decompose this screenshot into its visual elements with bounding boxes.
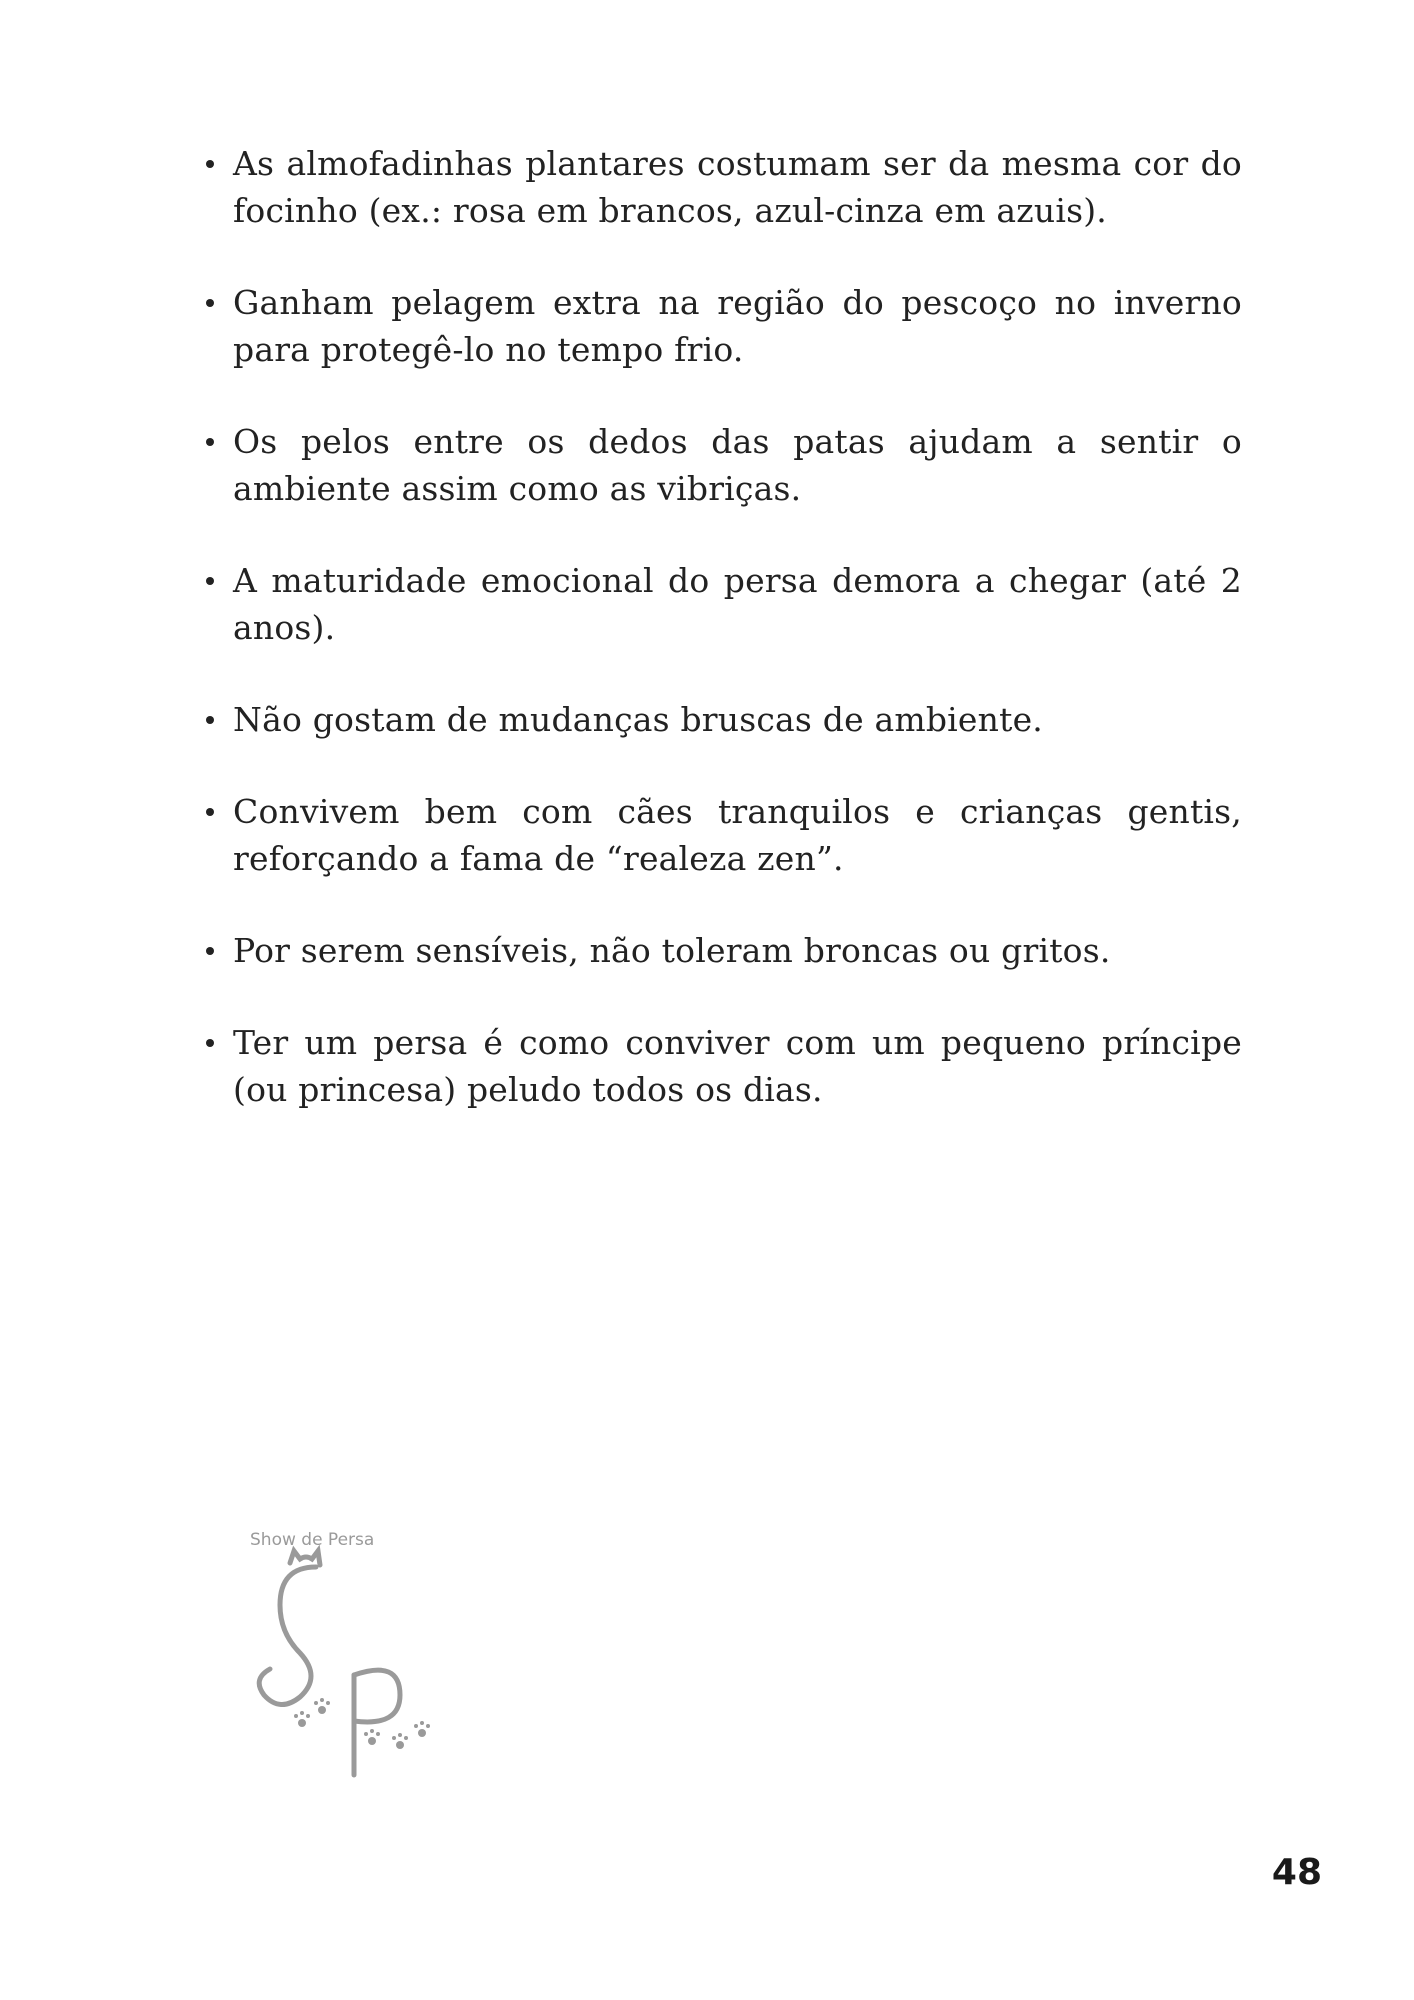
list-item-text: A maturidade emocional do persa demora a chegar (até 2 anos). — [233, 561, 1242, 647]
cat-sp-logo-icon — [250, 1530, 470, 1785]
list-item-text: Convivem bem com cães tranquilos e crianças gentis, reforçando a fama de “realeza zen”. — [233, 792, 1242, 878]
list-item — [200, 279, 1242, 373]
bullet-icon — [206, 716, 214, 724]
bullet-icon — [206, 299, 214, 307]
list-item — [200, 1019, 1242, 1113]
list-item-text: Por serem sensíveis, não toleram broncas ou gritos. — [233, 931, 1111, 970]
list-item — [200, 557, 1242, 651]
list-item-text: Não gostam de mudanças bruscas de ambiente. — [233, 700, 1043, 739]
bullet-icon — [206, 1039, 214, 1047]
list-item — [200, 140, 1242, 234]
list-item — [200, 418, 1242, 512]
list-item-text: Ganham pelagem extra na região do pescoço no inverno para protegê-lo no tempo frio. — [233, 283, 1242, 369]
bullet-icon — [206, 438, 214, 446]
logo-text: Show de Persa — [250, 1530, 375, 1550]
list-item — [200, 788, 1242, 882]
show-de-persa-logo — [250, 1530, 470, 1785]
bullet-icon — [206, 808, 214, 816]
list-item-text: Os pelos entre os dedos das patas ajudam a sentir o ambiente assim como as vibriças. — [233, 422, 1242, 508]
bullet-icon — [206, 947, 214, 955]
list-item — [200, 696, 1242, 743]
list-item — [200, 927, 1242, 974]
bullet-list — [200, 140, 1242, 1158]
bullet-icon — [206, 160, 214, 168]
list-item-text: As almofadinhas plantares costumam ser da mesma cor do focinho (ex.: rosa em brancos, azul-cinza em azuis). — [233, 144, 1242, 230]
page-number: 48 — [1271, 1852, 1322, 1893]
list-item-text: Ter um persa é como conviver com um pequeno príncipe (ou princesa) peludo todos os dias. — [233, 1023, 1242, 1109]
bullet-icon — [206, 577, 214, 585]
